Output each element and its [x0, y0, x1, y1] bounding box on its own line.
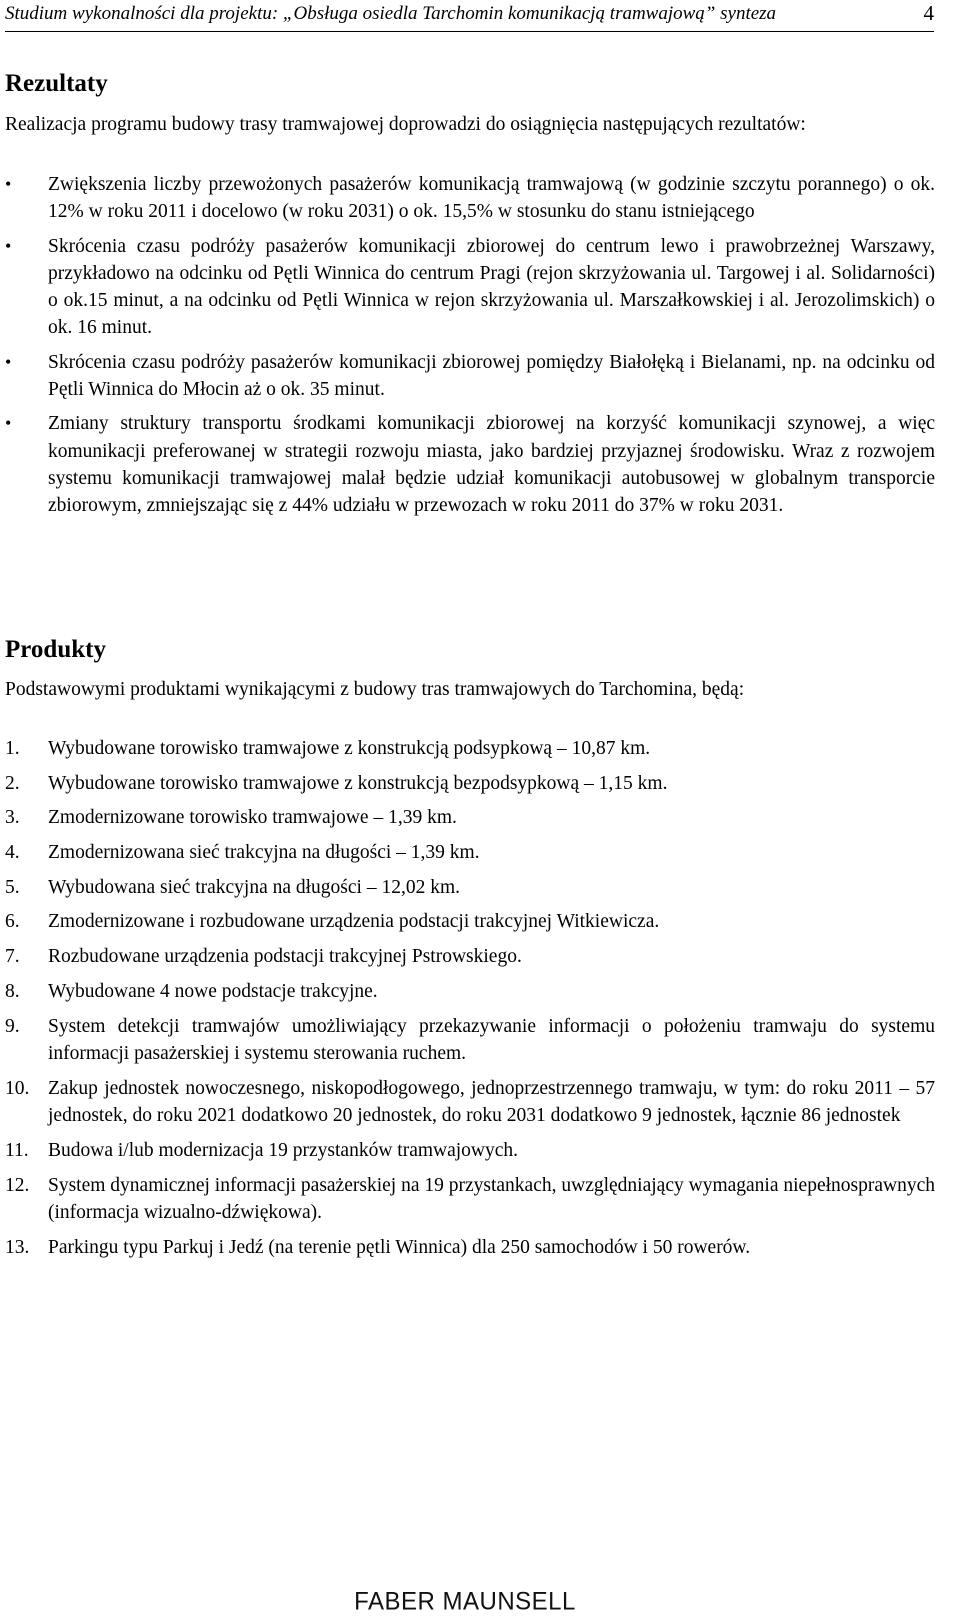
- list-item-text: Zakup jednostek nowoczesnego, niskopodłogowego, jednoprzestrzennego tramwaju, w tym: do roku 2011 – 57 jednostek, do roku 2021 dodatkowo 20 jednostek, do roku 2031 dodatkowo 9 jednostek, łącznie 86 jednostek: [48, 1077, 935, 1127]
- list-item: [0, 233, 935, 342]
- products-list: [0, 735, 935, 1268]
- list-item-text: Wybudowane torowisko tramwajowe z konstrukcją bezpodsypkową – 1,15 km.: [48, 772, 668, 794]
- item-number: 9.: [5, 1015, 20, 1037]
- list-item-text: Wybudowane 4 nowe podstacje trakcyjne.: [48, 980, 378, 1002]
- item-number: 7.: [5, 946, 20, 968]
- list-item: [0, 804, 935, 832]
- bullet-icon: •: [5, 351, 12, 372]
- list-item: [0, 171, 935, 226]
- results-intro: Realizacja programu budowy trasy tramwajowej doprowadzi do osiągnięcia następujących rezultatów:: [5, 114, 806, 135]
- list-item: [0, 839, 935, 867]
- item-number: 1.: [5, 738, 20, 759]
- list-item: [0, 770, 935, 798]
- list-item: [0, 1075, 935, 1130]
- item-number: 13.: [5, 1236, 30, 1258]
- list-item-text: Budowa i/lub modernizacja 19 przystanków tramwajowych.: [48, 1139, 519, 1161]
- bullet-icon: •: [5, 413, 12, 434]
- list-item: [0, 908, 935, 936]
- results-list: [0, 171, 935, 527]
- item-number: 11.: [5, 1139, 29, 1161]
- list-item: [0, 735, 935, 763]
- products-heading: Produkty: [5, 636, 106, 663]
- list-item-text: Parkingu typu Parkuj i Jedź (na terenie pętli Winnica) dla 250 samochodów i 50 rowerów.: [48, 1236, 751, 1258]
- faber-maunsell-logo: FABER MAUNSELL: [354, 1587, 576, 1616]
- item-number: 3.: [5, 807, 20, 829]
- item-number: 4.: [5, 842, 20, 864]
- list-item-text: Zmiany struktury transportu środkami komunikacji zbiorowej na korzyść komunikacji szynowej, a więc komunikacji preferowanej w strategii rozwoju miasta, jako bardziej przyjaznej środowisku. Wraz z rozwojem systemu komunikacji tramwajowej malał będzie udział komunikacji autobusowej w globalnym transporcie zbiorowym, zmniejszając się z 44% udziału w przewozach w roku 2011 do 37% w roku 2031.: [48, 413, 935, 517]
- list-item: [0, 978, 935, 1006]
- document-title: Studium wykonalności dla projektu: „Obsługa osiedla Tarchomin komunikacją tramwajową” synteza: [5, 3, 777, 24]
- list-item-text: Rozbudowane urządzenia podstacji trakcyjnej Pstrowskiego.: [48, 946, 522, 968]
- item-number: 5.: [5, 876, 20, 898]
- list-item: [0, 410, 935, 519]
- list-item-text: Skrócenia czasu podróży pasażerów komunikacji zbiorowej do centrum lewo i prawobrzeżnej Warszawy, przykładowo na odcinku od Pętli Winnica do centrum Pragi (rejon skrzyżowania ul. Targowej i al. Solidarności) o ok.15 minut, a na odcinku od Pętli Winnica w rejon skrzyżowania ul. Marszałkowskiej i al. Jerozolimskich) o ok. 16 minut.: [48, 235, 935, 339]
- list-item: [0, 1013, 935, 1068]
- list-item: [0, 349, 935, 404]
- list-item-text: Zwiększenia liczby przewożonych pasażerów komunikacją tramwajową (w godzinie szczytu porannego) o ok. 12% w roku 2011 i docelowo (w roku 2031) o ok. 15,5% w stosunku do stanu istniejącego: [48, 174, 935, 223]
- item-number: 2.: [5, 772, 20, 794]
- list-item: [0, 1234, 935, 1262]
- page-number: 4: [923, 1, 934, 25]
- item-number: 10.: [5, 1077, 30, 1099]
- list-item-text: Zmodernizowane torowisko tramwajowe – 1,39 km.: [48, 807, 457, 829]
- list-item-text: Zmodernizowana sieć trakcyjna na długości – 1,39 km.: [48, 842, 480, 864]
- item-number: 12.: [5, 1174, 30, 1196]
- list-item: [0, 1172, 935, 1227]
- list-item-text: Wybudowana sieć trakcyjna na długości – 12,02 km.: [48, 876, 461, 898]
- list-item-text: Skrócenia czasu podróży pasażerów komunikacji zbiorowej pomiędzy Białołęką i Bielanami, np. na odcinku od Pętli Winnica do Młocin aż o ok. 35 minut.: [48, 351, 935, 401]
- bullet-icon: •: [5, 235, 12, 256]
- item-number: 6.: [5, 911, 20, 933]
- list-item-text: System dynamicznej informacji pasażerskiej na 19 przystankach, uwzględniający wymagania niepełnosprawnych (informacja wizualno-dźwiękowa).: [48, 1174, 935, 1224]
- item-number: 8.: [5, 980, 20, 1002]
- list-item: [0, 1137, 935, 1165]
- list-item: [0, 874, 935, 902]
- list-item: [0, 943, 935, 971]
- bullet-icon: •: [5, 174, 12, 194]
- list-item-text: System detekcji tramwajów umożliwiający przekazywanie informacji o położeniu tramwaju do systemu informacji pasażerskiej i systemu sterowania ruchem.: [48, 1015, 935, 1064]
- products-intro: Podstawowymi produktami wynikającymi z budowy tras tramwajowych do Tarchomina, będą:: [5, 679, 745, 700]
- results-heading: Rezultaty: [5, 70, 108, 97]
- list-item-text: Wybudowane torowisko tramwajowe z konstrukcją podsypkową – 10,87 km.: [48, 738, 651, 759]
- list-item-text: Zmodernizowane i rozbudowane urządzenia podstacji trakcyjnej Witkiewicza.: [48, 911, 660, 933]
- page-header: [5, 0, 934, 32]
